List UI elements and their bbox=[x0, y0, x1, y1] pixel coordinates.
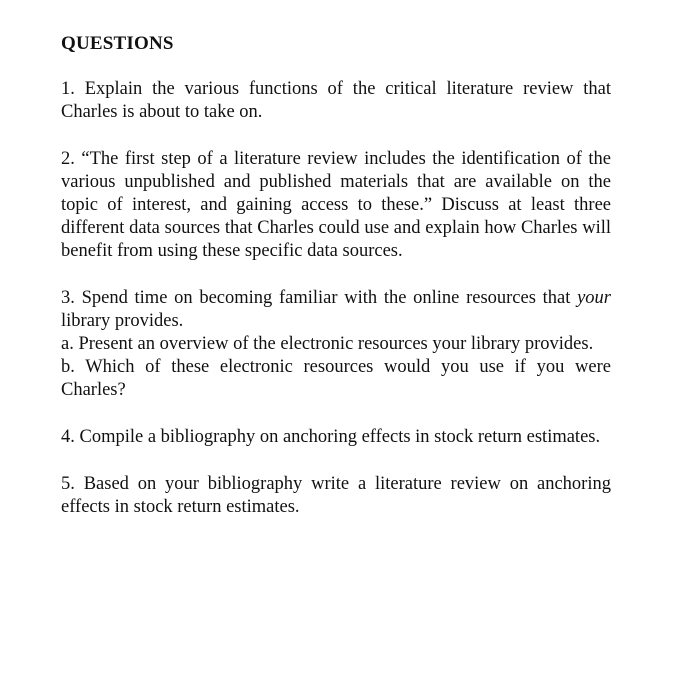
question-2-text: 2. “The first step of a literature review includes the identification of the various unpublished and published materials that are available on the topic of interest, and gaining access to these.” Discuss at least three different data sources that Charles could use and explain how Charles will benefit from using these specific data sources. bbox=[61, 149, 611, 261]
question-3-part-a: a. Present an overview of the electronic resources your library provides. bbox=[61, 334, 594, 354]
page-title: QUESTIONS bbox=[61, 33, 174, 54]
question-4 bbox=[61, 426, 611, 449]
question-3-part-b: b. Which of these electronic resources would you use if you were Charles? bbox=[61, 357, 611, 400]
question-3-intro bbox=[61, 287, 611, 333]
question-1-text: 1. Explain the various functions of the critical literature review that Charles is about to take on. bbox=[61, 79, 611, 122]
question-5 bbox=[61, 473, 611, 519]
question-3-intro-after: library provides. bbox=[61, 311, 184, 331]
question-2 bbox=[61, 148, 611, 263]
question-5-text: 5. Based on your bibliography write a literature review on anchoring effects in stock return estimates. bbox=[61, 474, 611, 517]
question-4-text: 4. Compile a bibliography on anchoring effects in stock return estimates. bbox=[61, 427, 601, 447]
questions-document bbox=[61, 32, 611, 543]
question-1 bbox=[61, 78, 611, 124]
question-3 bbox=[61, 287, 611, 402]
question-3-intro-before: 3. Spend time on becoming familiar with the online resources that bbox=[61, 288, 578, 308]
question-3-intro-emphasis: your bbox=[577, 288, 611, 308]
